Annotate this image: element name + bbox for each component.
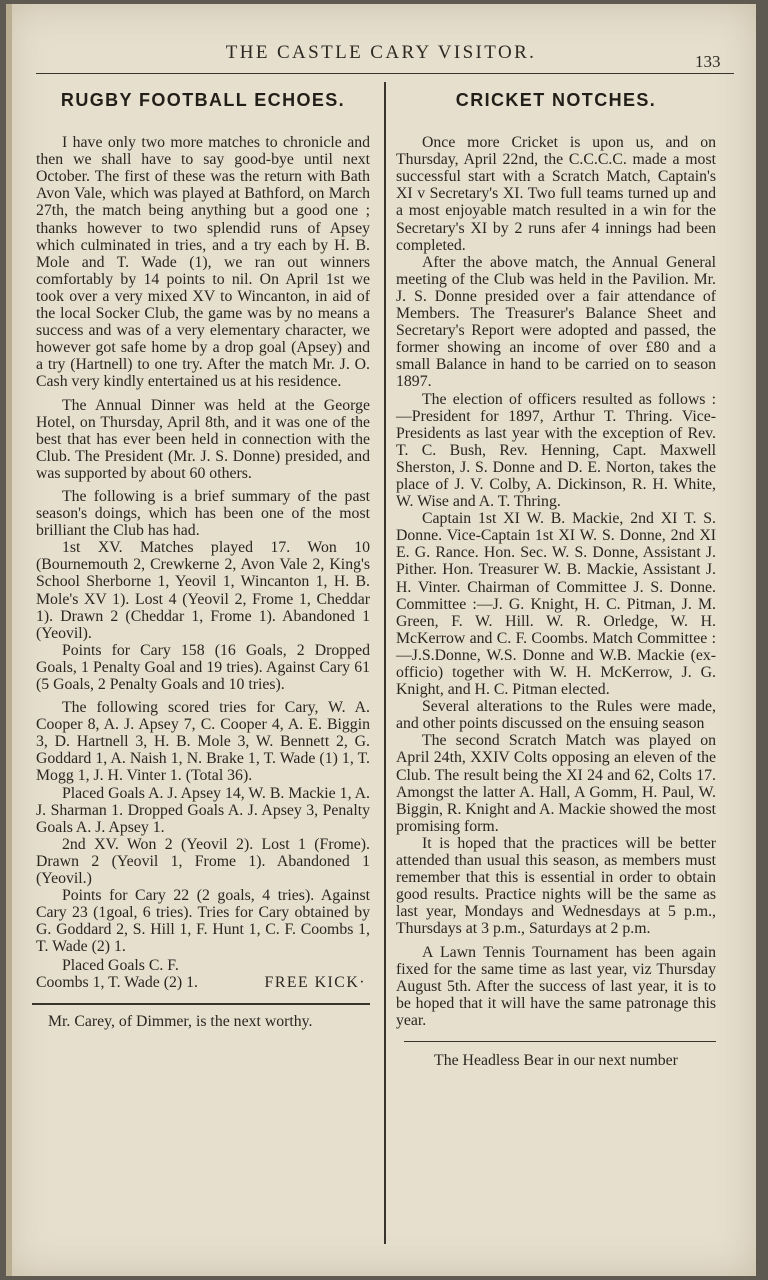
running-head: THE CASTLE CARY VISITOR. — [225, 42, 537, 63]
rugby-footnote: Mr. Carey, of Dimmer, is the next worthy. — [48, 1012, 313, 1030]
rugby-column — [36, 88, 370, 1030]
rugby-paragraph: The following scored tries for Cary, W. A. Cooper 8, A. J. Apsey 7, C. Cooper 4, A. E. Biggin 3, D. Hartnell 3, H. B. Mole 3, W. Bennett 2, G. Goddard 1, A. Naish 1, N. Brake 1, T. Wade (1) 1, T. Mogg 1, J. H. Vinter 1. (Total 36). — [36, 699, 370, 785]
cricket-paragraph: The election of officers resulted as follows :—President for 1897, Arthur T. Thring. Vice-Presidents as last year with the exception of Rev. T. C. Bush, Rev. Henning, Capt. Maxwell Sherston, J. S. Donne and D. E. Norton, takes the place of J. V. Colby, A. Dickinson, R. H. White, W. Wise and A. T. Thring. — [396, 390, 716, 511]
magazine-page — [6, 4, 756, 1276]
rugby-paragraph: I have only two more matches to chronicle and then we shall have to say good-bye until next October. The first of these was the return with Bath Avon Vale, which was played at Bathford, on March 27th, the match being anything but a good one ; thanks however to two splendid runs of Apsey which culminated in tries, and a try each by H. B. Mole and T. Wade (1), we ran out winners comfortably by 14 points to nil. On April 1st we took over a very mixed XV to Wincanton, in aid of the local Socker Club, the game was by no means a success and was of a very elementary character, we however got safe home by a drop goal (Apsey) and a try (Hartnell) to one try. After the match Mr. J. O. Cash very kindly entertained us at his residence. — [36, 134, 370, 391]
cricket-footnote: The Headless Bear in our next number — [434, 1051, 678, 1069]
rugby-paragraph: Points for Cary 22 (2 goals, 4 tries). Against Cary 23 (1goal, 6 tries). Tries for Cary obtained by G. Goddard 2, S. Hill 1, F. Hunt 1, C. F. Coombs 1, T. Wade (2) 1. — [36, 887, 370, 956]
page-number: 133 — [695, 52, 721, 71]
cricket-paragraph: Several alterations to the Rules were made, and other points discussed on the ensuing season — [396, 698, 716, 733]
rugby-paragraph: The Annual Dinner was held at the George Hotel, on Thursday, April 8th, and it was one of the best that has ever been held in connection with the Club. The President (Mr. J. S. Donne) presided, and was supported by about 60 others. — [36, 396, 370, 482]
cricket-column — [396, 88, 716, 1069]
column-divider — [384, 82, 386, 1244]
rugby-paragraph: The following is a brief summary of the past season's doings, which has been one of the most brilliant the Club has had. — [36, 487, 370, 540]
cricket-paragraph: It is hoped that the practices will be better attended than usual this season, as members must remember that this is essential in order to obtain good results. Practice nights will be the same as last year, Mondays and Wednesdays at 5 p.m., Thursdays at 3 p.m., Saturdays at 2 p.m. — [396, 834, 716, 938]
rugby-paragraph: Placed Goals A. J. Apsey 14, W. B. Mackie 1, A. J. Sharman 1. Dropped Goals A. J. Apsey 3, Penalty Goals A. J. Apsey 1. — [36, 784, 370, 836]
rugby-paragraph: 2nd XV. Won 2 (Yeovil 2). Lost 1 (Frome). Drawn 2 (Yeovil 1, Frome 1). Abandoned 1 (Yeovil.) — [36, 835, 370, 888]
cricket-paragraph: After the above match, the Annual General meeting of the Club was held in the Pavilion. Mr. J. S. Donne presided over a fair attendance of Members. The Treasurer's Balance Sheet and Secretary's Report were adopted and passed, the former showing an income of over £80 and a small Balance in hand to be carried on to season 1897. — [396, 253, 716, 391]
footnote-rule — [32, 1003, 370, 1005]
rugby-paragraph: 1st XV. Matches played 17. Won 10 (Bournemouth 2, Crewkerne 2, Avon Vale 2, King's School Sherborne 1, Yeovil 1, Wincanton 1, H. B. Mole's XV 1). Lost 4 (Yeovil 2, Frome 1, Cheddar 1). Drawn 2 (Cheddar 1, Frome 1). Abandoned 1 (Yeovil). — [36, 539, 370, 642]
rugby-title: RUGBY FOOTBALL ECHOES. — [60, 90, 346, 110]
rugby-paragraph: Points for Cary 158 (16 Goals, 2 Dropped Goals, 1 Penalty Goal and 19 tries). Against Cary 61 (5 Goals, 2 Penalty Goals and 10 tries). — [36, 641, 370, 693]
closing-row — [36, 957, 370, 991]
author-signature: FREE KICK· — [264, 973, 366, 991]
cricket-paragraph: Captain 1st XI W. B. Mackie, 2nd XI T. S. Donne. Vice-Captain 1st XI W. S. Donne, 2nd XI E. G. Rance. Hon. Sec. W. S. Donne, Assistant J. Pither. Hon. Treasurer W. B. Mackie, Assistant J. H. Vinter. Chairman of Committee J. S. Donne. Committee :—J. G. Knight, H. C. Pitman, J. M. Green, F. W. Hill. W. R. Orledge, W. H. McKerrow and C. F. Coombs. Match Committee :—J.S.Donne, W.S. Donne and W.B. Mackie (ex-officio) together with W. H. McKerrow, J. G. Knight, and H. C. Pitman elected. — [396, 510, 716, 699]
cricket-paragraph: The second Scratch Match was played on April 24th, XXIV Colts opposing an eleven of the Club. The result being the XI 24 and 62, Colts 17. Amongst the latter A. Hall, A Gomm, H. Paul, W. Biggin, R. Knight and A. Mackie showed the most promising form. — [396, 732, 716, 835]
footnote-rule — [404, 1041, 716, 1042]
cricket-title: CRICKET NOTCHES. — [455, 90, 657, 110]
cricket-paragraph: Once more Cricket is upon us, and on Thursday, April 22nd, the C.C.C.C. made a most successful start with a Scratch Match, Captain's XI v Secretary's XI. Two full teams turned up and a most enjoyable match resulted in a win for the Secretary's XI by 2 runs afer 4 innings had been completed. — [396, 134, 716, 254]
rugby-paragraph: Placed Goals C. F. Coombs 1, T. Wade (2) 1. — [36, 956, 198, 991]
cricket-paragraph: A Lawn Tennis Tournament has been again fixed for the same time as last year, viz Thursday August 5th. After the success of last year, it is to be hoped that it will have the same patronage this year. — [396, 943, 716, 1029]
header-rule — [36, 73, 734, 74]
